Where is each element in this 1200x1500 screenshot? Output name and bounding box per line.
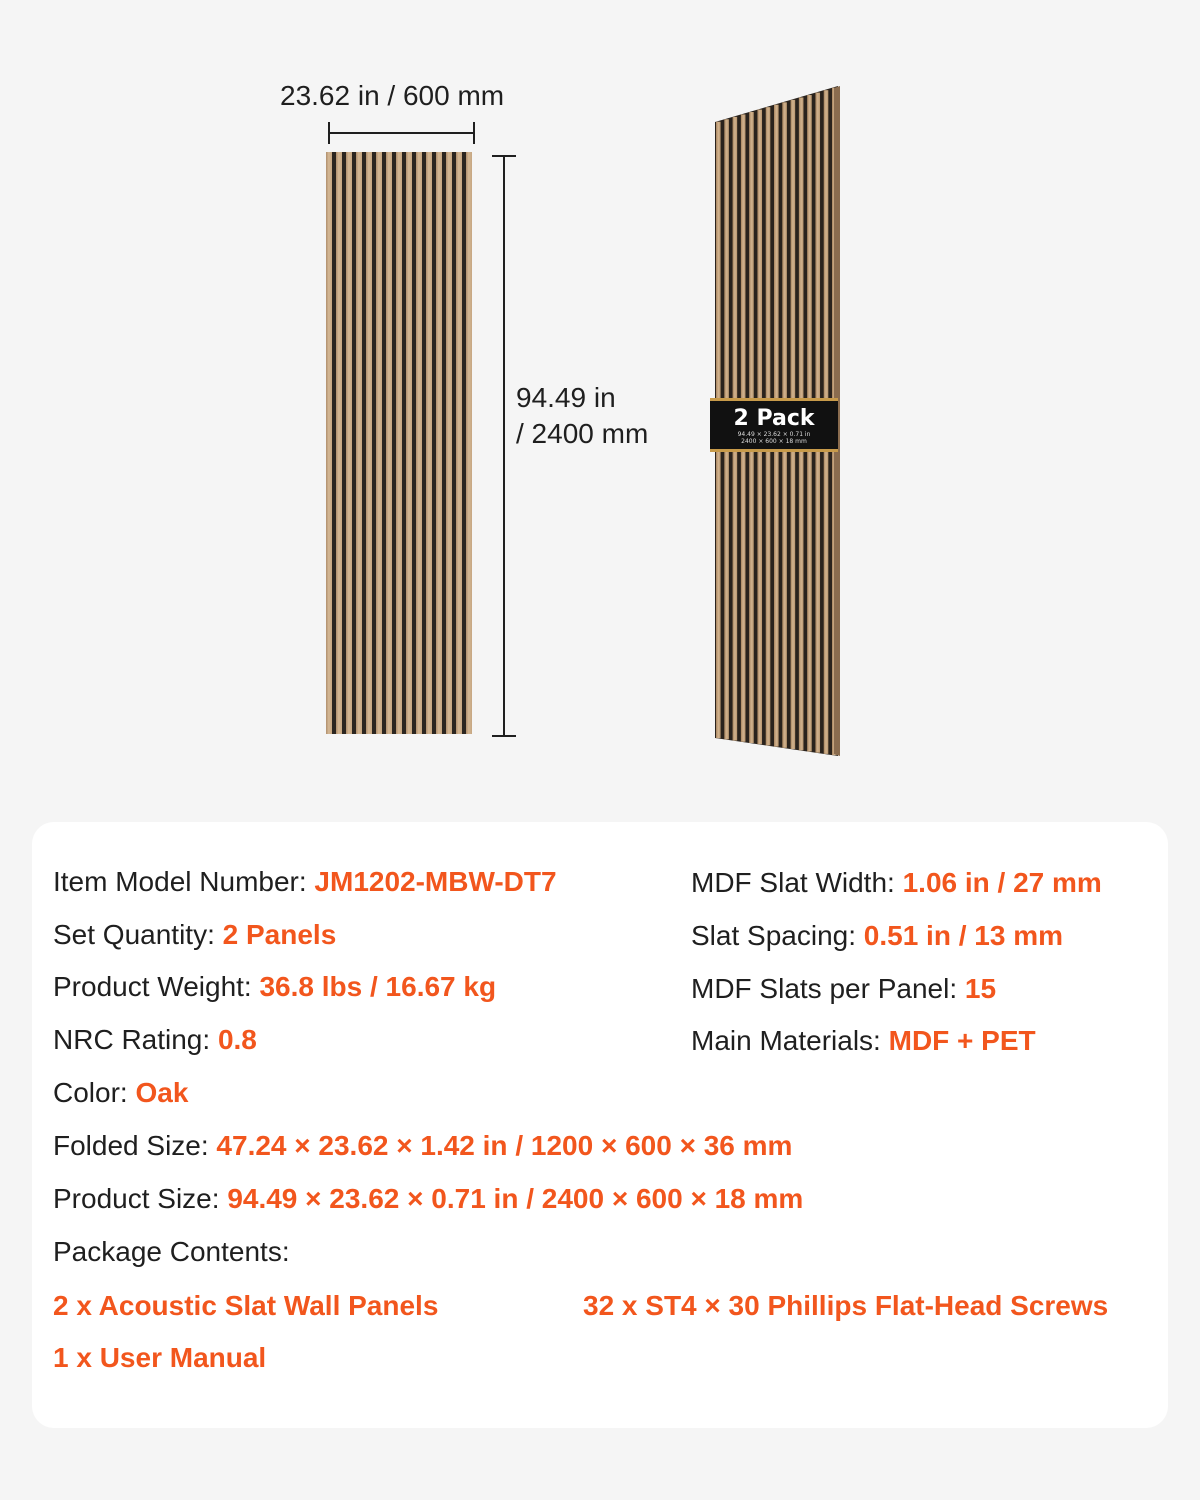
- spec-card: [32, 822, 1168, 1428]
- front-slat: [406, 152, 412, 734]
- spec-slat-width-value: 1.06 in / 27 mm: [902, 867, 1102, 898]
- two-pack-band: [710, 398, 838, 452]
- band-title: 2 Pack: [733, 406, 815, 431]
- spec-model-value: JM1202-MBW-DT7: [314, 866, 557, 897]
- spec-nrc-value: 0.8: [217, 1024, 257, 1055]
- front-slat: [376, 152, 382, 734]
- front-slat: [426, 152, 432, 734]
- height-dimension-label-line2: / 2400 mm: [516, 418, 649, 449]
- front-slat: [396, 152, 402, 734]
- spec-folded-size: Folded Size: 47.24 × 23.62 × 1.42 in / 1200 × 600 × 36 mm: [53, 1130, 793, 1161]
- height-dimension-label-line1: 94.49 in: [516, 382, 616, 413]
- front-slat: [466, 152, 472, 734]
- panel-front-view: [326, 152, 472, 734]
- spec-slats-per-panel: MDF Slats per Panel: 15: [691, 973, 997, 1004]
- width-dimension-label: 23.62 in / 600 mm: [280, 80, 505, 111]
- spec-color: Color: Oak: [53, 1077, 189, 1108]
- package-contents-label: Package Contents:: [53, 1236, 290, 1267]
- spec-weight-value: 36.8 lbs / 16.67 kg: [259, 971, 497, 1002]
- spec-product-size: Product Size: 94.49 × 23.62 × 0.71 in / 2400 × 600 × 18 mm: [53, 1183, 804, 1214]
- front-slat: [336, 152, 342, 734]
- front-slat: [436, 152, 442, 734]
- band-dimensions-mm: 2400 × 600 × 18 mm: [741, 438, 807, 445]
- front-slat: [326, 152, 332, 734]
- package-item: 32 x ST4 × 30 Phillips Flat-Head Screws: [583, 1290, 1109, 1321]
- package-item: 1 x User Manual: [53, 1342, 267, 1373]
- front-slat: [366, 152, 372, 734]
- spec-slat-spacing-value: 0.51 in / 13 mm: [863, 920, 1063, 951]
- spec-materials-value: MDF + PET: [888, 1025, 1036, 1056]
- spec-materials: Main Materials: MDF + PET: [691, 1025, 1036, 1056]
- front-slat: [446, 152, 452, 734]
- package-item: 2 x Acoustic Slat Wall Panels: [53, 1290, 439, 1321]
- spec-nrc: NRC Rating: 0.8: [53, 1024, 257, 1055]
- front-slat: [456, 152, 462, 734]
- spec-weight: Product Weight: 36.8 lbs / 16.67 kg: [53, 971, 497, 1002]
- spec-quantity-value: 2 Panels: [222, 919, 337, 950]
- spec-slat-width: MDF Slat Width: 1.06 in / 27 mm: [691, 867, 1102, 898]
- front-slat: [356, 152, 362, 734]
- spec-model: Item Model Number: JM1202-MBW-DT7: [53, 866, 557, 897]
- spec-folded-size-value: 47.24 × 23.62 × 1.42 in / 1200 × 600 × 36 mm: [216, 1130, 793, 1161]
- front-slat: [416, 152, 422, 734]
- front-slat: [346, 152, 352, 734]
- spec-product-size-value: 94.49 × 23.62 × 0.71 in / 2400 × 600 × 18 mm: [227, 1183, 804, 1214]
- band-dimensions-in: 94.49 × 23.62 × 0.71 in: [737, 431, 811, 438]
- spec-slats-per-panel-value: 15: [964, 973, 997, 1004]
- spec-color-value: Oak: [135, 1077, 189, 1108]
- spec-slat-spacing: Slat Spacing: 0.51 in / 13 mm: [691, 920, 1063, 951]
- front-slat: [386, 152, 392, 734]
- spec-quantity: Set Quantity: 2 Panels: [53, 919, 337, 950]
